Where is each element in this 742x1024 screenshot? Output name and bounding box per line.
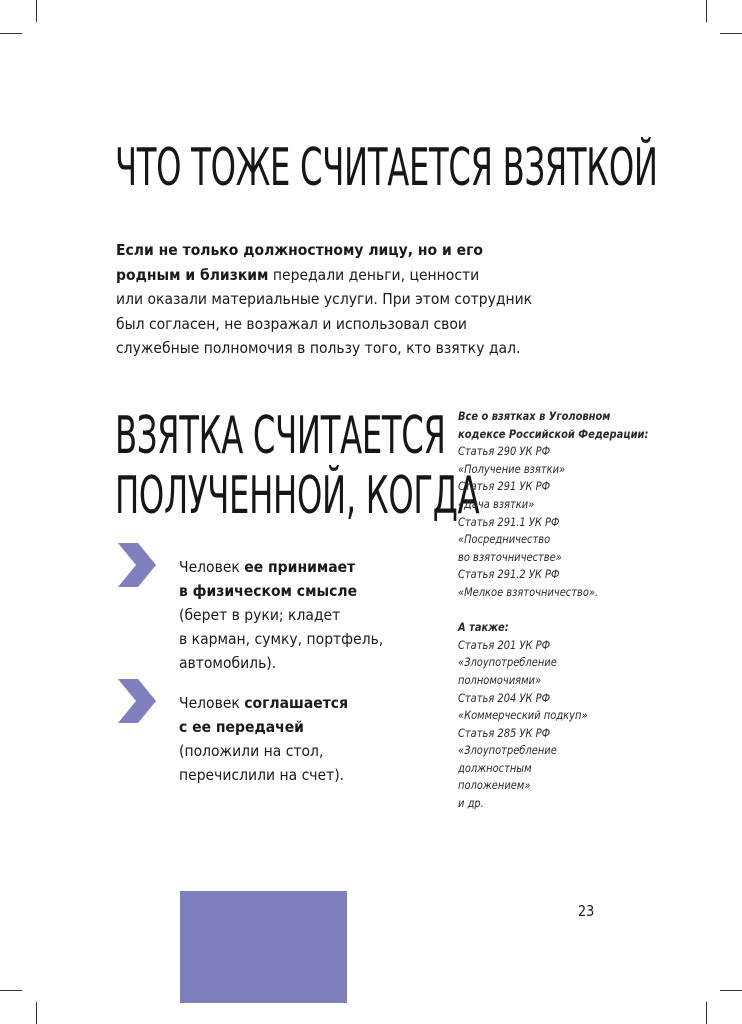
sidebar-line: «Посредничество (458, 532, 551, 547)
bullet-bold-text: соглашается (244, 694, 349, 712)
bullet-text (179, 691, 419, 787)
intro-bold-text: Если не только должностному лицу, но и его (116, 241, 483, 259)
section-heading-line: ВЗЯТКА СЧИТАЕТСЯ (115, 406, 446, 466)
bullet-bold-text: ее принимает (244, 558, 356, 576)
crop-mark (720, 990, 742, 991)
bullet-line: (положили на стол, (179, 742, 324, 760)
crop-mark (706, 1002, 707, 1024)
bullet-line (179, 691, 395, 715)
sidebar-line: Статья 291 УК РФ (458, 479, 551, 494)
law-references-sidebar (458, 408, 658, 813)
sidebar-line: Статья 290 УК РФ (458, 444, 551, 459)
sidebar-line: и др. (458, 796, 484, 811)
intro-line: был согласен, не возражал и использовал свои (116, 314, 467, 333)
sidebar-title (458, 426, 649, 444)
intro-paragraph (116, 238, 546, 361)
crop-mark (36, 0, 37, 22)
intro-line: служебные полномочия в пользу того, кто взятку дал. (116, 339, 521, 357)
chevron-right-icon (116, 543, 156, 587)
sidebar-line: «Злоупотребление (458, 655, 557, 670)
page-number: 23 (578, 902, 595, 920)
sidebar-title-text: Все о взятках в Уголовном (458, 409, 611, 423)
sidebar-line: положением» (458, 778, 531, 793)
crop-mark (720, 33, 742, 34)
crop-mark (36, 1002, 37, 1024)
sidebar-line: «Коммерческий подкуп» (458, 708, 588, 723)
bullet-line: перечислили на счет). (179, 766, 345, 784)
bullet-line (179, 715, 395, 739)
sidebar-subtitle (458, 619, 630, 637)
decorative-block (180, 891, 347, 1003)
intro-line (116, 263, 503, 288)
sidebar-line: полномочиями» (458, 672, 542, 687)
sidebar-line: «Мелкое взяточничество». (458, 584, 599, 599)
section-heading-line: ПОЛУЧЕННОЙ, КОГДА (115, 466, 480, 526)
sidebar-line: Статья 201 УК РФ (458, 637, 551, 652)
bullet-line: в карман, сумку, портфель, (179, 630, 384, 648)
bullet-bold-text: в физическом смысле (179, 582, 358, 600)
sidebar-subtitle-text: А также: (458, 620, 509, 635)
intro-line (116, 238, 503, 263)
crop-mark (0, 990, 22, 991)
intro-text: передали деньги, ценности (268, 265, 480, 284)
bullet-prefix: Человек (179, 558, 245, 576)
sidebar-spacer (458, 602, 658, 620)
sidebar-line: Статья 285 УК РФ (458, 725, 551, 740)
section-heading (115, 406, 479, 526)
intro-line: или оказали материальные услуги. При этом сотрудник (116, 290, 533, 308)
bullet-line: автомобиль). (179, 654, 277, 672)
bullet-bold-text: с ее передачей (179, 718, 304, 736)
sidebar-line: во взяточничестве» (458, 549, 562, 564)
crop-mark (0, 33, 22, 34)
sidebar-line: «Дача взятки» (458, 496, 535, 511)
bullet-line (179, 579, 395, 603)
bullet-line: (берет в руки; кладет (179, 606, 341, 624)
bullet-line (179, 555, 395, 579)
crop-mark (706, 0, 707, 22)
sidebar-line: должностным (458, 760, 532, 775)
bullet-text (179, 555, 419, 675)
sidebar-line: Статья 204 УК РФ (458, 690, 551, 705)
chevron-right-icon (116, 679, 156, 723)
sidebar-line: Статья 291.2 УК РФ (458, 567, 560, 582)
sidebar-line: «Получение взятки» (458, 461, 566, 476)
intro-bold-text: родным и близким (116, 265, 269, 284)
sidebar-title (458, 408, 630, 426)
sidebar-line: Статья 291.1 УК РФ (458, 514, 560, 529)
sidebar-line: «Злоупотребление (458, 743, 557, 758)
page-title: ЧТО ТОЖЕ СЧИТАЕТСЯ ВЗЯТКОЙ (115, 138, 658, 198)
bullet-prefix: Человек (179, 694, 245, 712)
sidebar-title-text: кодексе Российской Федерации: (458, 426, 649, 441)
